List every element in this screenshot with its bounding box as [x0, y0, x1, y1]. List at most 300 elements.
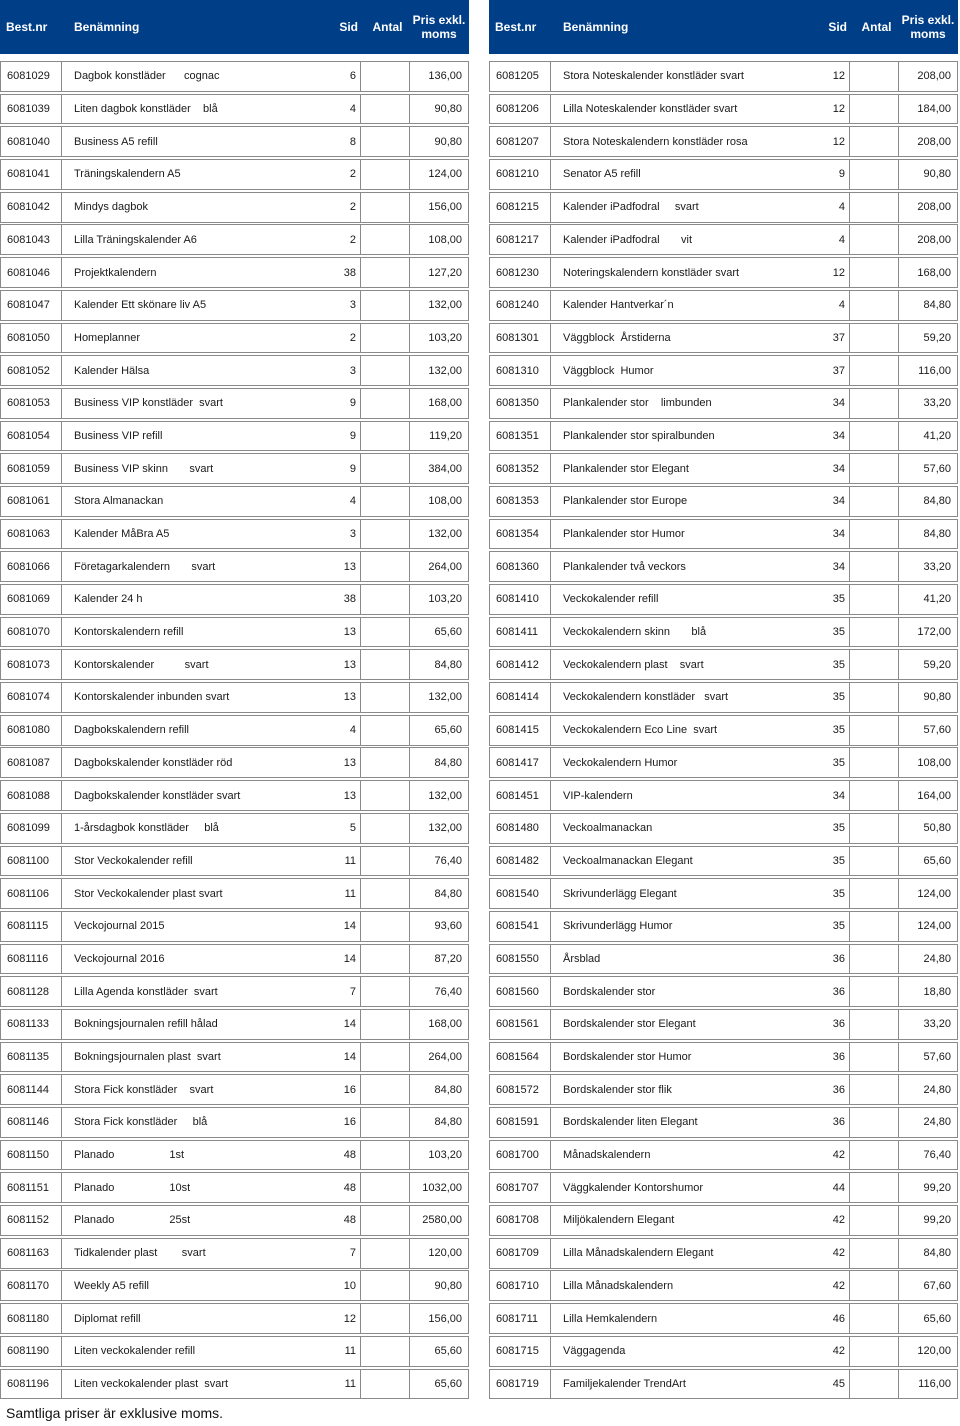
quantity-field[interactable] — [360, 748, 410, 777]
item-page: 48 — [343, 1214, 356, 1227]
table-row — [489, 813, 958, 844]
item-page: 7 — [349, 1247, 356, 1260]
quantity-field[interactable] — [360, 977, 410, 1006]
item-price: 65,60 — [434, 1345, 462, 1358]
item-page: 35 — [832, 887, 845, 900]
item-page: 11 — [344, 887, 356, 900]
item-number: 6081128 — [1, 977, 62, 1006]
table-row — [489, 878, 958, 909]
item-price: 33,20 — [923, 560, 951, 573]
item-page: 6 — [349, 70, 356, 83]
quantity-field[interactable] — [360, 291, 410, 320]
table-row — [489, 1009, 958, 1040]
item-name: Kalender iPadfodral vit — [563, 233, 693, 246]
item-page: 36 — [832, 1083, 845, 1096]
item-page: 12 — [832, 70, 845, 83]
item-name: Diplomat refill — [74, 1312, 141, 1325]
item-name: Kontorskalender inbunden svart — [74, 691, 230, 704]
quantity-field[interactable] — [360, 1141, 410, 1170]
quantity-field[interactable] — [360, 1271, 410, 1300]
quantity-field[interactable] — [360, 389, 410, 418]
table-row — [0, 1270, 469, 1301]
table-row — [0, 159, 469, 190]
item-page: 9 — [349, 397, 356, 410]
quantity-field[interactable] — [360, 683, 410, 712]
item-page: 11 — [344, 854, 356, 867]
item-name: Bokningsjournalen refill hålad — [74, 1018, 218, 1031]
item-name: Väggagenda — [563, 1345, 626, 1358]
item-number: 6081116 — [1, 945, 62, 974]
item-name: Bordskalender stor — [563, 985, 656, 998]
item-number: 6081063 — [1, 520, 62, 549]
item-name: Stor Veckokalender plast svart — [74, 887, 223, 900]
item-page: 36 — [832, 1051, 845, 1064]
quantity-field[interactable] — [849, 683, 899, 712]
quantity-field[interactable] — [849, 650, 899, 679]
item-page: 37 — [832, 364, 845, 377]
item-price: 136,00 — [428, 70, 462, 83]
item-name: Kalender 24 h — [74, 593, 143, 606]
quantity-field[interactable] — [849, 422, 899, 451]
item-price: 132,00 — [428, 789, 462, 802]
item-price: 65,60 — [923, 854, 951, 867]
item-number: 6081087 — [1, 748, 62, 777]
item-page: 35 — [832, 593, 845, 606]
item-number: 6081146 — [1, 1108, 62, 1137]
quantity-field[interactable] — [849, 618, 899, 647]
quantity-field[interactable] — [849, 781, 899, 810]
table-row — [489, 976, 958, 1007]
header-sid: Sid — [339, 20, 358, 34]
item-page: 12 — [832, 103, 845, 116]
item-number: 6081550 — [490, 945, 551, 974]
item-page: 4 — [838, 233, 845, 246]
quantity-field[interactable] — [360, 1239, 410, 1268]
item-number: 6081708 — [490, 1206, 551, 1235]
item-page: 42 — [832, 1279, 845, 1292]
item-name: Plankalender stor spiralbunden — [563, 429, 715, 442]
item-price: 50,80 — [923, 822, 951, 835]
quantity-field[interactable] — [849, 1173, 899, 1202]
table-row — [0, 747, 469, 778]
item-page: 35 — [832, 822, 845, 835]
quantity-field[interactable] — [849, 1271, 899, 1300]
item-page: 46 — [832, 1312, 845, 1325]
quantity-field[interactable] — [849, 585, 899, 614]
item-page: 35 — [832, 658, 845, 671]
item-name: Kalender Hantverkar´n — [563, 299, 674, 312]
item-number: 6081073 — [1, 650, 62, 679]
header-price — [898, 13, 958, 41]
item-page: 48 — [343, 1149, 356, 1162]
table-header — [489, 0, 958, 54]
table-row — [0, 1107, 469, 1138]
item-price: 24,80 — [923, 1083, 951, 1096]
item-price: 108,00 — [917, 756, 951, 769]
quantity-field[interactable] — [360, 1173, 410, 1202]
item-name: Miljökalendern Elegant — [563, 1214, 675, 1227]
item-number: 6081039 — [1, 95, 62, 124]
quantity-field[interactable] — [360, 1337, 410, 1366]
quantity-field[interactable] — [849, 977, 899, 1006]
item-page: 2 — [349, 331, 356, 344]
item-number: 6081054 — [1, 422, 62, 451]
header-antal: Antal — [372, 20, 403, 34]
item-page: 11 — [344, 1377, 356, 1390]
item-price: 1032,00 — [422, 1181, 462, 1194]
item-page: 12 — [832, 135, 845, 148]
item-number: 6081561 — [490, 1010, 551, 1039]
quantity-field[interactable] — [360, 1010, 410, 1039]
table-row — [489, 388, 958, 419]
item-name: Kalender iPadfodral svart — [563, 201, 699, 214]
quantity-field[interactable] — [849, 291, 899, 320]
item-price: 41,20 — [923, 429, 951, 442]
quantity-field[interactable] — [360, 95, 410, 124]
item-name: Stora Almanackan — [74, 495, 164, 508]
quantity-field[interactable] — [360, 454, 410, 483]
item-name: Lilla Träningskalender A6 — [74, 233, 197, 246]
item-number: 6081053 — [1, 389, 62, 418]
item-page: 16 — [343, 1083, 356, 1096]
item-name: Dagbokskalender konstläder röd — [74, 756, 233, 769]
table-row — [0, 551, 469, 582]
item-page: 36 — [832, 985, 845, 998]
table-row — [0, 1009, 469, 1040]
item-price: 84,80 — [434, 1083, 462, 1096]
item-name: Business VIP refill — [74, 429, 163, 442]
table-header — [0, 0, 469, 54]
quantity-field[interactable] — [360, 1075, 410, 1104]
item-page: 45 — [832, 1377, 845, 1390]
quantity-field[interactable] — [360, 62, 410, 91]
item-page: 38 — [343, 266, 356, 279]
item-name: Veckokalendern skinn blå — [563, 626, 707, 639]
item-number: 6081415 — [490, 716, 551, 745]
item-number: 6081217 — [490, 225, 551, 254]
item-number: 6081417 — [490, 748, 551, 777]
item-name: Liten veckokalender refill — [74, 1345, 196, 1358]
quantity-field[interactable] — [849, 912, 899, 941]
item-name: Homeplanner — [74, 331, 141, 344]
item-price: 108,00 — [428, 233, 462, 246]
item-number: 6081061 — [1, 487, 62, 516]
quantity-field[interactable] — [849, 1370, 899, 1399]
quantity-field[interactable] — [849, 1043, 899, 1072]
item-page: 3 — [349, 528, 356, 541]
item-page: 5 — [349, 822, 356, 835]
header-price-line1: Pris exkl. — [901, 13, 955, 27]
header-best-nr: Best.nr — [495, 20, 537, 34]
table-row — [489, 1172, 958, 1203]
left-order-table — [0, 0, 469, 1390]
item-number: 6081354 — [490, 520, 551, 549]
item-name: Business VIP skinn svart — [74, 462, 214, 475]
item-name: Veckokalendern Eco Line svart — [563, 724, 718, 737]
item-number: 6081029 — [1, 62, 62, 91]
table-row — [0, 421, 469, 452]
item-price: 132,00 — [428, 691, 462, 704]
quantity-field[interactable] — [849, 1337, 899, 1366]
item-page: 12 — [832, 266, 845, 279]
item-price: 124,00 — [917, 887, 951, 900]
quantity-field[interactable] — [849, 1075, 899, 1104]
item-number: 6081150 — [1, 1141, 62, 1170]
item-page: 4 — [838, 201, 845, 214]
item-price: 384,00 — [428, 462, 462, 475]
quantity-field[interactable] — [849, 389, 899, 418]
item-number: 6081207 — [490, 127, 551, 156]
header-benamning: Benämning — [74, 20, 140, 34]
item-page: 34 — [832, 397, 845, 410]
table-row — [0, 519, 469, 550]
item-number: 6081151 — [1, 1173, 62, 1202]
item-name: Bordskalender stor Humor — [563, 1051, 692, 1064]
item-number: 6081041 — [1, 160, 62, 189]
quantity-field[interactable] — [849, 1108, 899, 1137]
quantity-field[interactable] — [849, 193, 899, 222]
table-row — [0, 682, 469, 713]
item-page: 36 — [832, 952, 845, 965]
table-row — [0, 584, 469, 615]
item-number: 6081080 — [1, 716, 62, 745]
table-row — [489, 257, 958, 288]
item-price: 65,60 — [434, 1377, 462, 1390]
table-row — [0, 1172, 469, 1203]
item-name: Business VIP konstläder svart — [74, 397, 223, 410]
item-name: Skrivunderlägg Humor — [563, 920, 673, 933]
item-number: 6081042 — [1, 193, 62, 222]
quantity-field[interactable] — [849, 847, 899, 876]
item-name: Bokningsjournalen plast svart — [74, 1051, 221, 1064]
quantity-field[interactable] — [360, 356, 410, 385]
table-row — [0, 649, 469, 680]
item-page: 13 — [343, 560, 356, 573]
item-name: Familjekalender TrendArt — [563, 1377, 686, 1390]
table-row — [0, 944, 469, 975]
table-row — [0, 1140, 469, 1171]
item-page: 9 — [349, 429, 356, 442]
item-price: 168,00 — [917, 266, 951, 279]
table-row — [489, 453, 958, 484]
quantity-field[interactable] — [360, 1206, 410, 1235]
item-number: 6081709 — [490, 1239, 551, 1268]
item-price: 168,00 — [428, 1018, 462, 1031]
item-page: 35 — [832, 920, 845, 933]
quantity-field[interactable] — [360, 193, 410, 222]
quantity-field[interactable] — [849, 1141, 899, 1170]
quantity-field[interactable] — [360, 127, 410, 156]
quantity-field[interactable] — [849, 814, 899, 843]
quantity-field[interactable] — [849, 945, 899, 974]
table-row — [0, 1336, 469, 1367]
item-number: 6081350 — [490, 389, 551, 418]
header-best-nr: Best.nr — [6, 20, 48, 34]
quantity-field[interactable] — [360, 1108, 410, 1137]
item-name: Dagbokskalendern refill — [74, 724, 189, 737]
item-price: 18,80 — [923, 985, 951, 998]
table-row — [489, 1303, 958, 1334]
table-row — [0, 323, 469, 354]
quantity-field[interactable] — [360, 879, 410, 908]
quantity-field[interactable] — [360, 225, 410, 254]
table-row — [0, 126, 469, 157]
item-price: 24,80 — [923, 1116, 951, 1129]
quantity-field[interactable] — [849, 520, 899, 549]
quantity-field[interactable] — [849, 356, 899, 385]
quantity-field[interactable] — [360, 1370, 410, 1399]
quantity-field[interactable] — [849, 454, 899, 483]
quantity-field[interactable] — [360, 618, 410, 647]
quantity-field[interactable] — [360, 422, 410, 451]
table-row — [489, 192, 958, 223]
quantity-field[interactable] — [360, 716, 410, 745]
item-name: Kalender Ett skönare liv A5 — [74, 299, 207, 312]
item-number: 6081170 — [1, 1271, 62, 1300]
item-number: 6081301 — [490, 324, 551, 353]
table-row — [489, 1270, 958, 1301]
item-name: Dagbokskalender konstläder svart — [74, 789, 241, 802]
table-row — [489, 1074, 958, 1105]
item-page: 13 — [343, 691, 356, 704]
item-number: 6081480 — [490, 814, 551, 843]
table-row — [489, 551, 958, 582]
table-row — [489, 1107, 958, 1138]
table-row — [0, 355, 469, 386]
quantity-field[interactable] — [360, 814, 410, 843]
item-page: 14 — [343, 920, 356, 933]
quantity-field[interactable] — [849, 324, 899, 353]
item-number: 6081410 — [490, 585, 551, 614]
item-price: 2580,00 — [422, 1214, 462, 1227]
header-sid: Sid — [828, 20, 847, 34]
quantity-field[interactable] — [360, 585, 410, 614]
item-price: 124,00 — [917, 920, 951, 933]
table-row — [489, 617, 958, 648]
quantity-field[interactable] — [360, 552, 410, 581]
item-price: 208,00 — [917, 233, 951, 246]
quantity-field[interactable] — [849, 1239, 899, 1268]
quantity-field[interactable] — [360, 781, 410, 810]
table-row — [489, 846, 958, 877]
item-price: 119,20 — [429, 429, 462, 442]
item-number: 6081215 — [490, 193, 551, 222]
item-name: Väggkalender Kontorshumor — [563, 1181, 704, 1194]
quantity-field[interactable] — [849, 487, 899, 516]
item-name: Veckojournal 2015 — [74, 920, 165, 933]
item-number: 6081163 — [1, 1239, 62, 1268]
quantity-field[interactable] — [849, 716, 899, 745]
quantity-field[interactable] — [849, 225, 899, 254]
item-page: 4 — [838, 299, 845, 312]
item-price: 90,80 — [923, 691, 951, 704]
quantity-field[interactable] — [360, 258, 410, 287]
quantity-field[interactable] — [849, 1010, 899, 1039]
item-name: Business A5 refill — [74, 135, 158, 148]
item-price: 65,60 — [434, 724, 462, 737]
quantity-field[interactable] — [360, 520, 410, 549]
quantity-field[interactable] — [849, 258, 899, 287]
item-number: 6081074 — [1, 683, 62, 712]
item-name: Plankalender stor Elegant — [563, 462, 689, 475]
item-page: 36 — [832, 1018, 845, 1031]
item-page: 42 — [832, 1149, 845, 1162]
item-price: 65,60 — [434, 626, 462, 639]
item-price: 84,80 — [434, 658, 462, 671]
item-page: 4 — [349, 724, 356, 737]
item-name: Dagbok konstläder cognac — [74, 70, 220, 83]
quantity-field[interactable] — [849, 160, 899, 189]
item-name: Skrivunderlägg Elegant — [563, 887, 677, 900]
item-number: 6081050 — [1, 324, 62, 353]
item-name: Kalender Hälsa — [74, 364, 150, 377]
table-row — [489, 1336, 958, 1367]
item-page: 36 — [832, 1116, 845, 1129]
item-number: 6081043 — [1, 225, 62, 254]
quantity-field[interactable] — [360, 1304, 410, 1333]
item-price: 108,00 — [428, 495, 462, 508]
quantity-field[interactable] — [849, 1206, 899, 1235]
item-price: 103,20 — [428, 331, 462, 344]
item-name: Veckokalendern konstläder svart — [563, 691, 729, 704]
quantity-field[interactable] — [360, 945, 410, 974]
item-page: 3 — [349, 299, 356, 312]
item-page: 44 — [832, 1181, 845, 1194]
item-page: 12 — [343, 1312, 356, 1325]
item-page: 13 — [343, 756, 356, 769]
quantity-field[interactable] — [849, 879, 899, 908]
item-price: 90,80 — [434, 1279, 462, 1292]
item-number: 6081591 — [490, 1108, 551, 1137]
item-name: Väggblock Årstiderna — [563, 331, 671, 344]
quantity-field[interactable] — [849, 552, 899, 581]
quantity-field[interactable] — [360, 324, 410, 353]
item-price: 164,00 — [917, 789, 951, 802]
quantity-field[interactable] — [360, 1043, 410, 1072]
item-number: 6081066 — [1, 552, 62, 581]
item-name: Väggblock Humor — [563, 364, 654, 377]
table-row — [0, 1074, 469, 1105]
quantity-field[interactable] — [849, 62, 899, 91]
quantity-field[interactable] — [360, 487, 410, 516]
item-price: 65,60 — [923, 1312, 951, 1325]
item-number: 6081205 — [490, 62, 551, 91]
item-price: 172,00 — [917, 626, 951, 639]
item-name: Projektkalendern — [74, 266, 157, 279]
item-price: 59,20 — [923, 658, 951, 671]
quantity-field[interactable] — [360, 160, 410, 189]
item-price: 132,00 — [428, 822, 462, 835]
item-price: 103,20 — [428, 593, 462, 606]
table-row — [0, 617, 469, 648]
table-row — [489, 61, 958, 92]
table-row — [0, 1369, 469, 1400]
quantity-field[interactable] — [849, 127, 899, 156]
table-row — [489, 421, 958, 452]
quantity-field[interactable] — [360, 650, 410, 679]
quantity-field[interactable] — [360, 912, 410, 941]
item-name: Månadskalendern — [563, 1149, 651, 1162]
item-number: 6081088 — [1, 781, 62, 810]
item-page: 35 — [832, 854, 845, 867]
table-row — [0, 780, 469, 811]
item-price: 76,40 — [434, 985, 462, 998]
table-row — [0, 94, 469, 125]
quantity-field[interactable] — [849, 1304, 899, 1333]
quantity-field[interactable] — [360, 847, 410, 876]
quantity-field[interactable] — [849, 748, 899, 777]
quantity-field[interactable] — [849, 95, 899, 124]
